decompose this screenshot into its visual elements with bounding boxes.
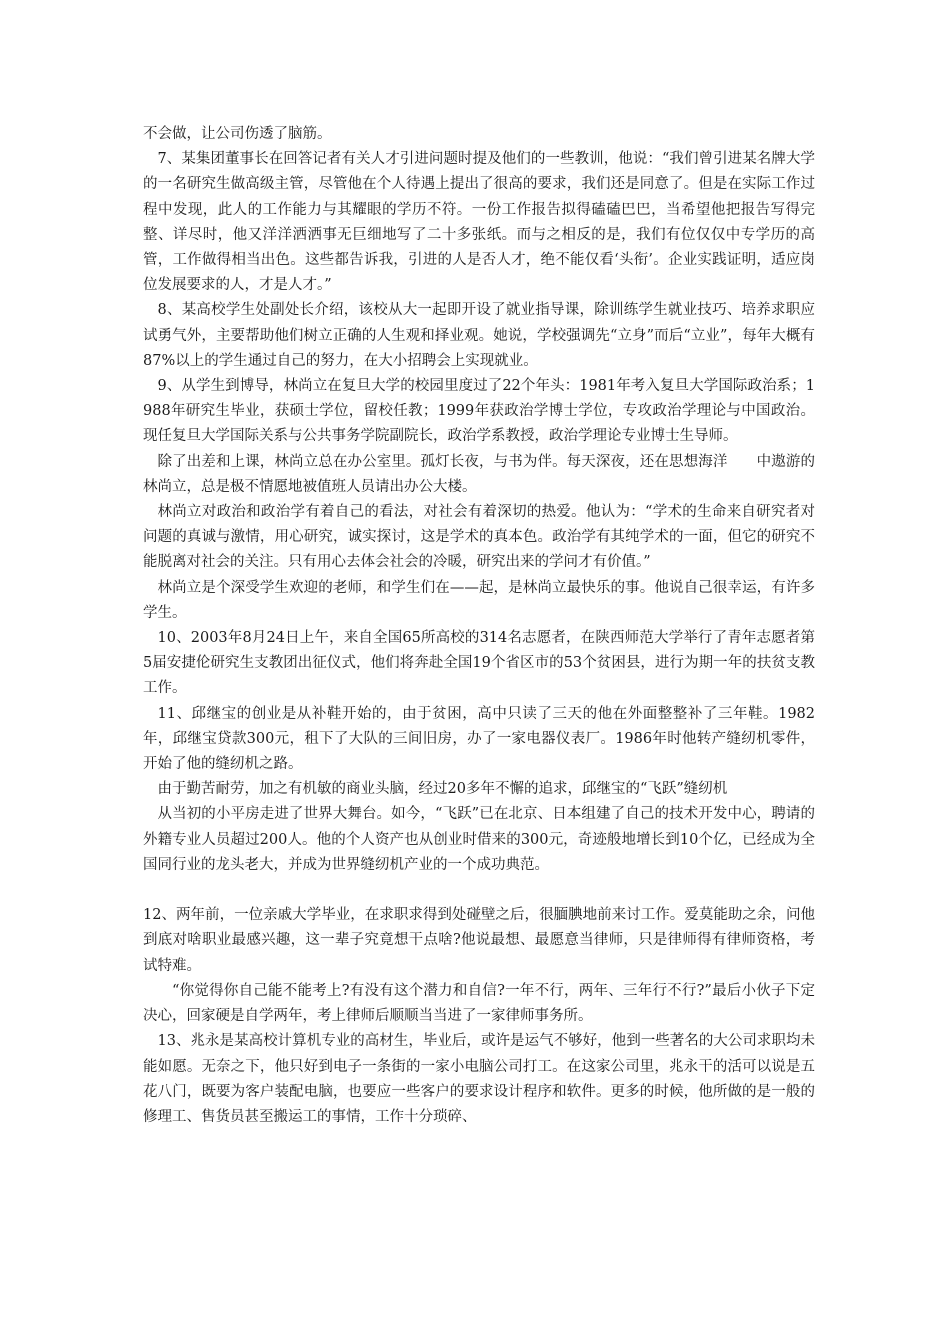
paragraph-item-11: 11、邱继宝的创业是从补鞋开始的，由于贫困，高中只读了三天的他在外面整整补了三年鞋。1982年，邱继宝贷款300元，租下了大队的三间旧房，办了一家电器仪表厂。1986年时他转产缝纫机零件，开始了他的缝纫机之路。 bbox=[143, 705, 815, 773]
paragraph-item-12: 12、两年前，一位亲戚大学毕业，在求职求得到处碰壁之后，很腼腆地前来讨工作。爱莫能助之余，问他到底对啥职业最感兴趣，这一辈子究竟想干点啥?他说最想、最愿意当律师，只是律师得有律师资格，考试特难。 bbox=[143, 907, 815, 974]
document-body bbox=[143, 122, 815, 1130]
paragraph-lin-students: 林尚立是个深受学生欢迎的老师，和学生们在——起，是林尚立最快乐的事。他说自己很幸运，有许多学生。 bbox=[143, 579, 815, 621]
paragraph-dialogue: “你觉得你自己能不能考上?有没有这个潜力和自信?一年不行，两年、三年行不行?”最后小伙子下定决心，回家硬是自学两年，考上律师后顺顺当当进了一家律师事务所。 bbox=[143, 982, 815, 1025]
paragraph-item-9: 9、从学生到博导，林尚立在复旦大学的校园里度过了22个年头：1981年考入复旦大学国际政治系；1988年研究生毕业，获硕士学位，留校任教；1999年获政治学博士学位，专攻政治学理论与中国政治。现任复旦大学国际关系与公共事务学院副院长，政治学系教授，政治学理论专业博士生导师。 bbox=[143, 378, 815, 445]
paragraph-item-7: 7、某集团董事长在回答记者有关人才引进问题时提及他们的一些教训，他说：“我们曾引进某名牌大学的一名研究生做高级主管，尽管他在个人待遇上提出了很高的要求，我们还是同意了。但是在实际工作过程中发现，此人的工作能力与其耀眼的学历不符。一份工作报告拟得磕磕巴巴，当希望他把报告写得完整、详尽时，他又洋洋洒洒事无巨细地写了二十多张纸。而与之相反的是，我们有位仅仅中专学历的高管，工作做得相当出色。这些都告诉我，引进的人是否人才，绝不能仅看‘头衔’。企业实践证明，适应岗位发展要求的人，才是人才。” bbox=[143, 151, 815, 294]
blank-line bbox=[143, 878, 815, 903]
paragraph-feiyue-2: 从当初的小平房走进了世界大舞台。如今，“飞跃”已在北京、日本组建了自己的技术开发中心，聘请的外籍专业人员超过200人。他的个人资产也从创业时借来的300元，奇迹般地增长到10个亿，已经成为全国同行业的龙头老大，并成为世界缝纫机产业的一个成功典范。 bbox=[143, 806, 815, 873]
paragraph-item-13: 13、兆永是某高校计算机专业的高材生，毕业后，或许是运气不够好，他到一些著名的大公司求职均未能如愿。无奈之下，他只好到电子一条街的一家小电脑公司打工。在这家公司里，兆永干的活可以说是五花八门，既要为客户装配电脑，也要应一些客户的要求设计程序和软件。更多的时候，他所做的是一般的修理工、售货员甚至搬运工的事情，工作十分琐碎、 bbox=[143, 1033, 815, 1125]
paragraph-continuation: 不会做，让公司伤透了脑筋。 bbox=[143, 126, 332, 142]
paragraph-item-8: 8、某高校学生处副处长介绍，该校从大一起即开设了就业指导课，除训练学生就业技巧、培养求职应试勇气外，主要帮助他们树立正确的人生观和择业观。她说，学校强调先“立身”而后“立业”，每年大概有87%以上的学生通过自己的努力，在大小招聘会上实现就业。 bbox=[143, 302, 815, 369]
paragraph-feiyue-1: 由于勤苦耐劳，加之有机敏的商业头脑，经过20多年不懈的追求，邱继宝的“飞跃”缝纫机 bbox=[157, 781, 728, 798]
paragraph-item-10: 10、2003年8月24日上午，来自全国65所高校的314名志愿者，在陕西师范大学举行了青年志愿者第5届安捷伦研究生支教团出征仪式，他们将奔赴全国19个省区市的53个贫困县，进行为期一年的扶贫支教工作。 bbox=[143, 630, 815, 697]
paragraph-lin-views: 林尚立对政治和政治学有着自己的看法，对社会有着深切的热爱。他认为：“学术的生命来自研究者对问题的真诚与激情，用心研究，诚实探讨，这是学术的真本色。政治学有其纯学术的一面，但它的研究不能脱离对社会的关注。只有用心去体会社会的冷暖，研究出来的学问才有价值。” bbox=[143, 504, 815, 571]
paragraph-lin-office: 除了出差和上课，林尚立总在办公室里。孤灯长夜，与书为伴。每天深夜，还在思想海洋 中遨游的林尚立，总是极不情愿地被值班人员请出办公大楼。 bbox=[143, 453, 815, 495]
